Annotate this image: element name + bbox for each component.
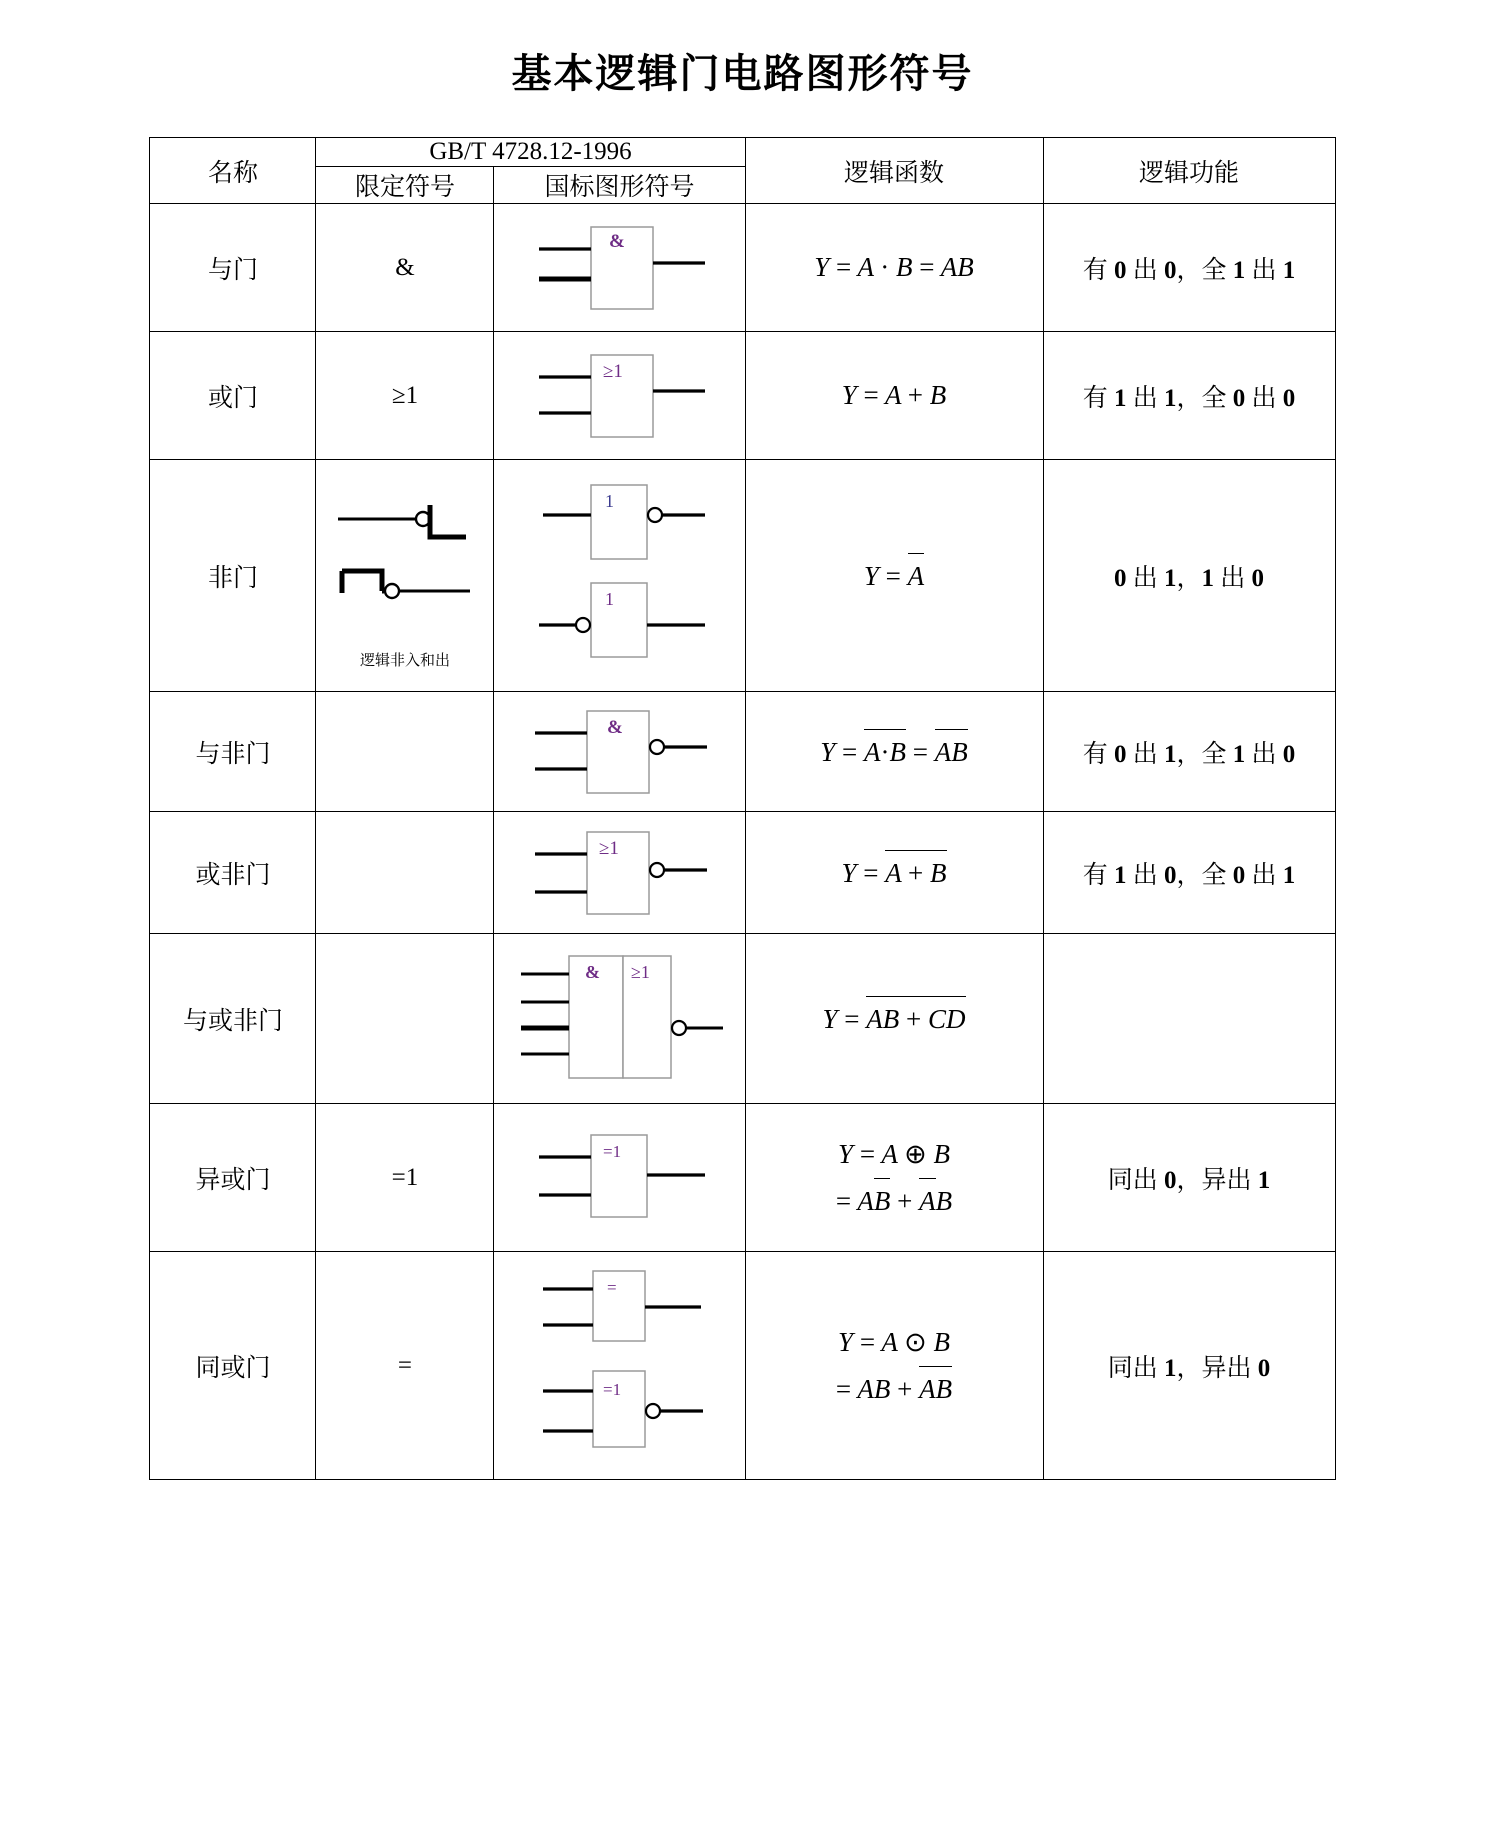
gate-logic-xnor: 同出 1，异出 0 — [1043, 1252, 1335, 1480]
gate-logic-not: 0 出 1，1 出 0 — [1043, 460, 1335, 692]
gate-function-xor: Y = A ⊕ B = AB + AB — [745, 1104, 1043, 1252]
gate-symbol-nor-icon — [494, 812, 745, 934]
svg-text:&: & — [609, 230, 626, 252]
gate-function-nand: Y = A·B = AB — [745, 692, 1043, 812]
logic-gates-table — [149, 137, 1335, 1480]
svg-text:=1: =1 — [603, 1379, 622, 1399]
table-row — [150, 692, 1335, 812]
header-logic: 逻辑功能 — [1043, 138, 1335, 204]
gate-qualifier-or: ≥1 — [316, 332, 494, 460]
header-symbol: 国标图形符号 — [494, 167, 745, 204]
gate-name-xor: 异或门 — [150, 1104, 316, 1252]
gate-function-aoi: Y = AB + CD — [745, 934, 1043, 1104]
gate-name-aoi: 与或非门 — [150, 934, 316, 1104]
document-page — [0, 42, 1485, 1480]
svg-text:≥1: ≥1 — [603, 360, 624, 382]
gate-logic-and: 有 0 出 0，全 1 出 1 — [1043, 204, 1335, 332]
gate-symbol-not-icon — [494, 460, 745, 692]
header-name: 名称 — [150, 138, 316, 204]
gate-function-and: Y = A · B = AB — [745, 204, 1043, 332]
table-row — [150, 1104, 1335, 1252]
svg-text:≥1: ≥1 — [599, 837, 620, 859]
gate-function-nor: Y = A + B — [745, 812, 1043, 934]
gate-function-or: Y = A + B — [745, 332, 1043, 460]
header-qualifier: 限定符号 — [316, 167, 494, 204]
header-function: 逻辑函数 — [745, 138, 1043, 204]
qualifier-note: 逻辑非入和出 — [359, 652, 450, 669]
gate-logic-nand: 有 0 出 1，全 1 出 0 — [1043, 692, 1335, 812]
gate-qualifier-xnor: = — [316, 1252, 494, 1480]
gate-name-xnor: 同或门 — [150, 1252, 316, 1480]
table-row — [150, 460, 1335, 692]
gate-name-nor: 或非门 — [150, 812, 316, 934]
gate-symbol-xnor-icon — [494, 1252, 745, 1480]
svg-text:&: & — [585, 961, 601, 982]
svg-text:1: 1 — [605, 490, 615, 511]
gate-symbol-xor-icon — [494, 1104, 745, 1252]
gate-symbol-or-icon — [494, 332, 745, 460]
gate-qualifier-and: & — [316, 204, 494, 332]
svg-text:&: & — [607, 716, 624, 738]
gate-qualifier-xor: =1 — [316, 1104, 494, 1252]
table-row — [150, 934, 1335, 1104]
svg-text:≥1: ≥1 — [631, 961, 651, 982]
gate-qualifier-nor — [316, 812, 494, 934]
gate-logic-xor: 同出 0，异出 1 — [1043, 1104, 1335, 1252]
svg-text:=1: =1 — [603, 1141, 622, 1161]
svg-text:=: = — [607, 1277, 618, 1297]
gate-name-and: 与门 — [150, 204, 316, 332]
table-row — [150, 204, 1335, 332]
table-row — [150, 812, 1335, 934]
gate-qualifier-nand — [316, 692, 494, 812]
gate-qualifier-not — [316, 460, 494, 692]
gate-name-or: 或门 — [150, 332, 316, 460]
gate-logic-aoi — [1043, 934, 1335, 1104]
table-row — [150, 1252, 1335, 1480]
gate-name-not: 非门 — [150, 460, 316, 692]
svg-text:1: 1 — [605, 588, 615, 609]
header-standard: GB/T 4728.12-1996 — [316, 138, 745, 167]
gate-function-not: Y = A — [745, 460, 1043, 692]
table-header-row-1 — [150, 138, 1335, 167]
gate-qualifier-aoi — [316, 934, 494, 1104]
gate-function-xnor: Y = A ⊙ B = AB + AB — [745, 1252, 1043, 1480]
gate-logic-or: 有 1 出 1，全 0 出 0 — [1043, 332, 1335, 460]
gate-symbol-and-or-not-icon — [494, 934, 745, 1104]
table-row — [150, 332, 1335, 460]
gate-logic-nor: 有 1 出 0，全 0 出 1 — [1043, 812, 1335, 934]
gate-symbol-and-icon — [494, 204, 745, 332]
page-title: 基本逻辑门电路图形符号 — [511, 52, 974, 96]
gate-name-nand: 与非门 — [150, 692, 316, 812]
gate-symbol-nand-icon — [494, 692, 745, 812]
